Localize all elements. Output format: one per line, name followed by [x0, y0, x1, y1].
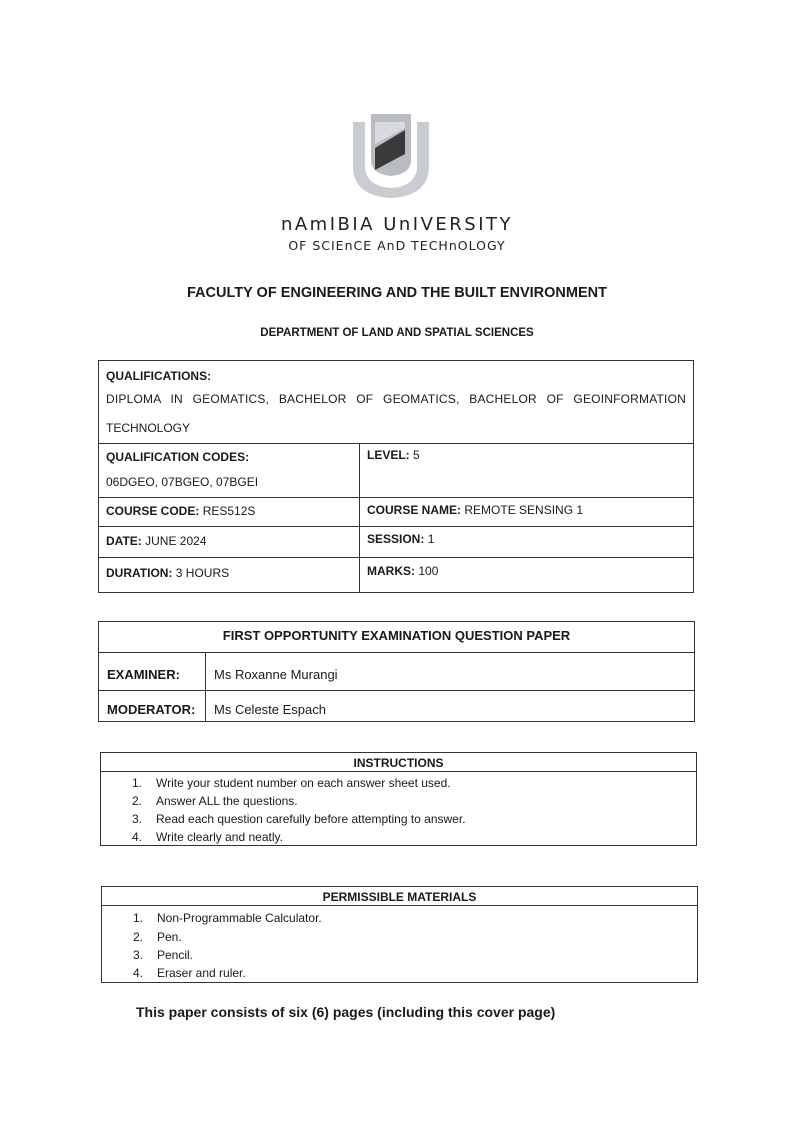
moderator-value: Ms Celeste Espach [214, 702, 326, 717]
qualification-codes-value: 06DGEO, 07BGEO, 07BGEI [106, 475, 259, 489]
faculty-heading: FACULTY OF ENGINEERING AND THE BUILT ENVIRONMENT [187, 285, 607, 301]
examiner-value: Ms Roxanne Murangi [214, 667, 338, 682]
level-label: LEVEL: [367, 448, 410, 462]
date-value: JUNE 2024 [145, 534, 207, 548]
examiner-label: EXAMINER: [107, 667, 180, 682]
list-item: 3. Pencil. [133, 948, 194, 962]
list-item: 4. Eraser and ruler. [133, 966, 246, 980]
page-count-note: This paper consists of six (6) pages (including this cover page) [136, 1004, 556, 1020]
permissible-materials-box [101, 886, 698, 983]
department-heading: DEPARTMENT OF LAND AND SPATIAL SCIENCES [260, 327, 534, 339]
course-name-label: COURSE NAME: [367, 503, 462, 517]
marks-value: 100 [418, 564, 439, 578]
permissible-materials-title: PERMISSIBLE MATERIALS [322, 890, 477, 904]
duration-field [106, 566, 229, 580]
list-item: 1. Non-Programmable Calculator. [133, 911, 322, 925]
instructions-box [100, 752, 697, 846]
marks-label: MARKS: [367, 564, 415, 578]
session-field [367, 532, 434, 546]
list-item: 2. Answer ALL the questions. [132, 794, 298, 808]
exam-paper-title: FIRST OPPORTUNITY EXAMINATION QUESTION PAPER [222, 628, 571, 643]
qualification-codes-label: QUALIFICATION CODES: [106, 450, 250, 464]
nust-shield-logo-icon [349, 108, 433, 200]
session-value: 1 [427, 532, 435, 546]
course-name-value: REMOTE SENSING 1 [464, 503, 584, 517]
list-item: 1. Write your student number on each answer sheet used. [132, 776, 451, 790]
qualifications-label: QUALIFICATIONS: [106, 369, 212, 383]
course-code-value: RES512S [202, 504, 256, 518]
level-field [367, 448, 420, 462]
list-item: 4. Write clearly and neatly. [132, 830, 283, 844]
session-label: SESSION: [367, 532, 425, 546]
course-name-field [367, 503, 583, 517]
qualifications-value-line2: TECHNOLOGY [106, 421, 191, 435]
moderator-label: MODERATOR: [107, 702, 196, 717]
qualifications-value-line1: DIPLOMA IN GEOMATICS, BACHELOR OF GEOMATICS, BACHELOR OF GEOINFORMATION [106, 392, 686, 406]
examiner-table [98, 621, 695, 722]
course-code-label: COURSE CODE: [106, 504, 200, 518]
university-subtitle: OF SCIEnCE AnD TECHnOLOGY [288, 238, 506, 253]
duration-value: 3 HOURS [175, 566, 230, 580]
list-item: 2. Pen. [133, 930, 182, 944]
course-info-table [98, 360, 694, 593]
instructions-title: INSTRUCTIONS [353, 756, 444, 770]
university-name: nAmIBIA UnIVERSITY [280, 214, 514, 235]
list-item: 3. Read each question carefully before attempting to answer. [132, 812, 466, 826]
course-code-field [106, 504, 255, 518]
marks-field [367, 564, 438, 578]
date-label: DATE: [106, 534, 142, 548]
level-value: 5 [413, 448, 420, 462]
date-field [106, 534, 207, 548]
duration-label: DURATION: [106, 566, 173, 580]
